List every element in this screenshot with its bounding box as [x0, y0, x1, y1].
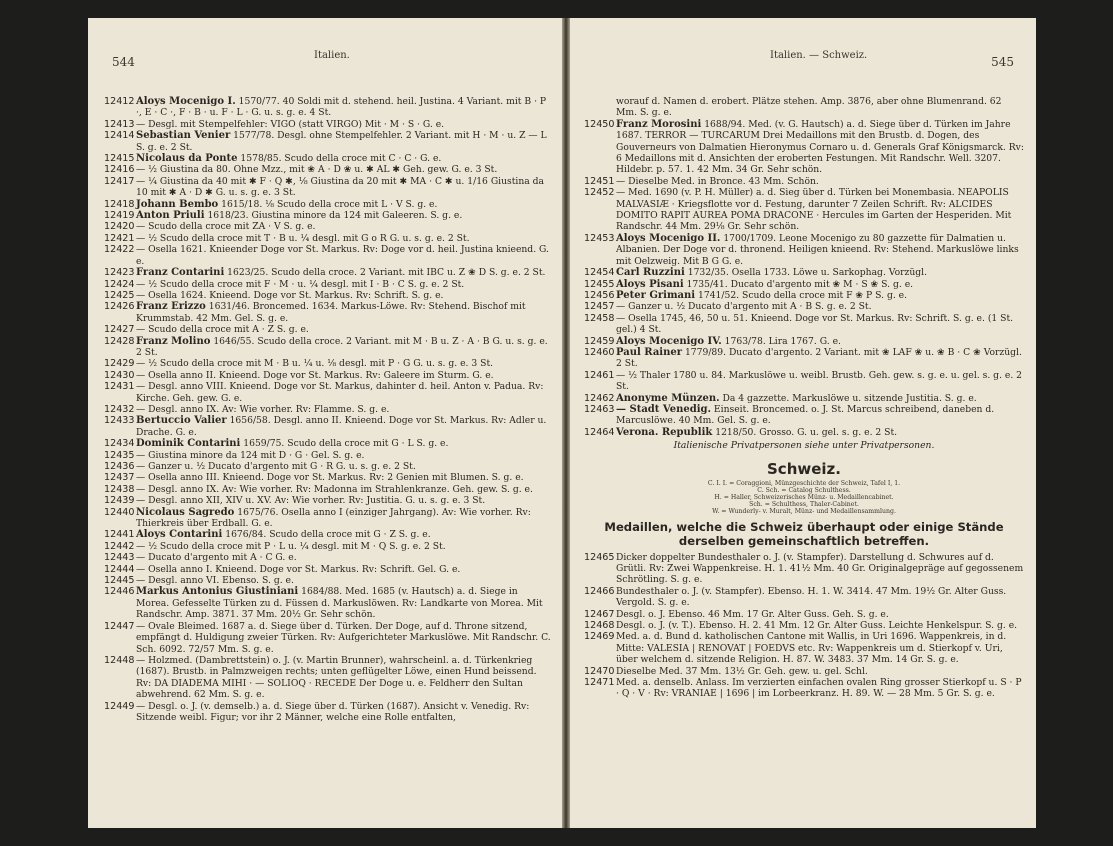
catalog-entry — [584, 290, 1024, 301]
entry-description: 1684/88. Med. 1685 (v. Hautsch) a. d. Siege in Morea. Gefesselte Türken zu d. Füssen d. Markuslöwen. Rv: Landkarte von Morea. Mit Randschr. Amp. 3871. 37 Mm. 20½ Gr. Sehr schön. — [136, 586, 543, 621]
ruler-name: Peter Grimani — [616, 289, 696, 301]
lot-number: 12418 — [104, 198, 135, 210]
catalog-entry — [104, 575, 552, 586]
entry-description: — Osella anno I. Knieend. Doge vor St. Markus. Rv: Schrift. Gel. G. e. — [136, 563, 461, 575]
entry-text — [616, 631, 1024, 665]
entry-description: 1659/75. Scudo della croce mit G · L S. g. e. — [243, 438, 449, 450]
entry-text — [616, 370, 1024, 393]
entry-description: — ½ Scudo della croce mit P · L u. ¼ desgl. mit M · Q S. g. e. 2 St. — [136, 540, 446, 552]
catalog-entry — [104, 507, 552, 530]
entry-text — [136, 655, 552, 701]
catalog-entry — [584, 301, 1024, 312]
entry-description: Dicker doppelter Bundesthaler o. J. (v. Stampfer). Darstellung d. Schwures auf d. Grütli. Rv: Zwei Wappenkreise. H. 1. 41½ Mm. 40 Gr. Originalgepräge auf gegossenem Schrötling. S. g. e. — [616, 551, 1024, 586]
ruler-name: Nicolaus Sagredo — [136, 506, 235, 518]
entry-description: — ½ Scudo della croce mit M · B u. ¼ u. ⅛ desgl. mit P · G G. u. s. g. e. 3 St. — [136, 358, 494, 370]
entry-text — [136, 290, 552, 301]
ruler-name: Dominik Contarini — [136, 438, 241, 450]
catalog-entry — [584, 404, 1024, 427]
entry-description: Einseit. Broncemed. o. J. St. Marcus schreibend, daneben d. Marcuslöwe. 40 Mm. Gel. S. g. e. — [616, 403, 995, 427]
lot-number: 12455 — [584, 278, 615, 290]
entry-description: — Ducato d'argento mit A · C G. e. — [136, 552, 297, 564]
lot-number: 12450 — [584, 118, 615, 130]
entry-text — [616, 313, 1024, 336]
entry-text — [136, 495, 552, 506]
entry-description: — Osella 1621. Knieender Doge vor St. Markus. Rv: Doge vor d. heil. Justina knieend. G. e. — [136, 244, 549, 267]
catalog-entry — [584, 279, 1024, 290]
lot-number: 12467 — [584, 608, 615, 620]
catalog-entry — [104, 701, 552, 724]
entry-description: 1763/78. Lira 1767. G. e. — [724, 335, 841, 347]
entry-text — [136, 564, 552, 575]
entry-description: — Desgl. anno VIII. Knieend. Doge vor St. Markus, dahinter d. heil. Anton v. Padua. Rv: Kirche. Geh. gew. G. e. — [136, 381, 544, 404]
entry-description: Desgl. o. J. Ebenso. 46 Mm. 17 Gr. Alter Guss. Geh. S. g. e. — [616, 608, 889, 620]
lot-number: 12461 — [584, 369, 615, 381]
entry-description: 1676/84. Scudo della croce mit G · Z S. g. e. — [225, 529, 431, 541]
section-subtitle — [584, 520, 1024, 548]
entry-description: — ½ Scudo della croce mit T · B u. ¼ desgl. mit G o R G. u. s. g. e. 2 St. — [136, 232, 470, 244]
running-head: Italien. — Schweiz. — [770, 50, 868, 61]
catalog-entry — [584, 267, 1024, 278]
catalog-entry — [104, 552, 552, 563]
entry-description: Med. a. d. Bund d. katholischen Cantone mit Wallis, in Uri 1696. Wappenkreis, in d. Mitte: VALESIA | RENOVAT | FOEDVS etc. Rv: Wappenkreis um d. Stierkopf v. Uri, über welchem d. sitzende Religion. H. 87. W. 3483. 37 Mm. 14 Gr. S. g. e. — [616, 631, 1007, 666]
lot-number: 12471 — [584, 677, 615, 689]
lot-number: 12412 — [104, 96, 135, 107]
lot-number: 12422 — [104, 244, 135, 256]
entry-text — [136, 701, 552, 724]
ruler-name: Bertuccio Valier — [136, 415, 227, 427]
entry-list — [104, 96, 552, 723]
lot-number: 12462 — [584, 392, 615, 404]
entry-description: 1623/25. Scudo della croce. 2 Variant. mit IBC u. Z ❀ D S. g. e. 2 St. — [227, 267, 546, 279]
lot-number: 12469 — [584, 631, 615, 643]
entry-text — [616, 336, 1024, 347]
entry-description: 1735/41. Ducato d'argento mit ❀ M · S ❀ S. g. e. — [686, 278, 914, 290]
entry-description: Med. a. denselb. Anlass. Im verzierten einfachen ovalen Ring grosser Stierkopf u. S · P · Q · V · Rv: VRANIAE | 1696 | im Lorbeerkranz. H. 89. W. — 28 Mm. 5 Gr. S. g. e. — [616, 677, 1022, 700]
entry-description: — Giustina minore da 124 mit D · G · Gel. S. g. e. — [136, 449, 365, 461]
entry-text — [136, 210, 552, 221]
lot-number: 12424 — [104, 278, 135, 290]
lot-number: 12433 — [104, 415, 135, 427]
catalog-entry — [104, 324, 552, 335]
entry-text — [136, 324, 552, 335]
page-number: 544 — [112, 55, 135, 69]
lot-number: 12466 — [584, 585, 615, 597]
lot-number: 12442 — [104, 540, 135, 552]
entry-text — [616, 404, 1024, 427]
catalog-entry — [104, 438, 552, 449]
entry-text — [616, 279, 1024, 290]
catalog-entry — [104, 495, 552, 506]
lot-number: 12437 — [104, 472, 135, 484]
entry-description: — Desgl. anno XII, XIV u. XV. Av: Wie vorher. Rv: Justitia. G. u. s. g. e. 3 St. — [136, 495, 486, 507]
catalog-entry — [104, 119, 552, 130]
entry-text — [616, 666, 1024, 677]
catalog-entry — [104, 164, 552, 175]
catalog-entry — [104, 130, 552, 153]
entry-description: 1700/1709. Leone Mocenigo zu 80 gazzette für Dalmatien u. Albanien. Der Doge vor d. thronend. Heiligen knieend. Rv: Stehend. Markuslöwe links mit Oelzweig. Mit B G G. e. — [616, 232, 1019, 267]
entry-text — [616, 233, 1024, 267]
entry-text — [136, 96, 552, 119]
running-head: Italien. — [314, 50, 350, 61]
entry-description: — Holzmed. (Dambrettstein) o. J. (v. Martin Brunner), wahrscheinl. a. d. Türkenkrieg (1687). Brustb. in Palmzweigen rechts; unten geflügelter Löwe, einen Hund beissend. Rv: DA DIADEMA MIHI · — SOLIOQ · RECEDE Der Doge u. e. Feldherr den Sultan abwehrend. 62 Mm. S. g. e. — [136, 654, 537, 701]
lot-number: 12427 — [104, 324, 135, 336]
entry-text — [136, 404, 552, 415]
catalog-entry — [584, 552, 1024, 586]
entry-description: — ½ Giustina da 80. Ohne Mzz., mit ❀ A · D ❀ u. ✱ AL ✱ Geh. gew. G. e. 3 St. — [136, 164, 498, 176]
catalog-entry — [584, 370, 1024, 393]
lot-number: 12446 — [104, 586, 135, 598]
lot-number: 12443 — [104, 552, 135, 564]
lot-number: 12470 — [584, 665, 615, 677]
entry-text — [616, 586, 1024, 609]
catalog-entry — [104, 153, 552, 164]
entry-text — [136, 370, 552, 381]
entry-description: 1675/76. Osella anno I (einziger Jahrgang). Av: Wie vorher. Rv: Thierkreis über Erdball. G. e. — [136, 506, 531, 530]
entry-text — [136, 301, 552, 324]
entry-description: 1578/85. Scudo della croce mit C · C · G. e. — [240, 153, 442, 165]
entry-description: — Scudo della croce mit A · Z S. g. e. — [136, 324, 309, 336]
entry-description: 1618/23. Giustina minore da 124 mit Galeeren. S. g. e. — [207, 210, 463, 222]
lot-number: 12429 — [104, 358, 135, 370]
entry-text — [616, 290, 1024, 301]
entry-text — [136, 176, 552, 199]
entry-description: worauf d. Namen d. erobert. Plätze stehen. Amp. 3876, aber ohne Blumenrand. 62 Mm. S. g. e. — [616, 96, 1002, 119]
catalog-entry — [104, 529, 552, 540]
entry-text — [136, 621, 552, 655]
lot-number: 12426 — [104, 301, 135, 313]
catalog-entry — [584, 586, 1024, 609]
entry-description: — ¼ Giustina da 40 mit ✱ F · Q ✱, ⅛ Giustina da 20 mit ✱ MA · C ✱ u. 1/16 Giustina da 10 mit ✱ A · D ✱ G. u. s. g. e. 3 St. — [136, 175, 545, 199]
entry-text — [616, 347, 1024, 370]
entry-description: 1779/89. Ducato d'argento. 2 Variant. mit ❀ LAF ❀ u. ❀ B · C ❀ Vorzügl. 2 St. — [616, 346, 1022, 370]
catalog-entry — [104, 472, 552, 483]
entry-description: 1646/55. Scudo della croce. 2 Variant. mit M · B u. Z · A · B G. u. s. g. e. 2 St. — [136, 335, 548, 358]
lot-number: 12454 — [584, 267, 615, 279]
entry-description: 1577/78. Desgl. ohne Stempelfehler. 2 Variant. mit H · M · u. Z — L S. g. e. 2 St. — [136, 130, 547, 153]
ruler-name: Franz Morosini — [616, 118, 702, 130]
entry-description: 1631/46. Broncemed. 1634. Markus-Löwe. Rv: Stehend. Bischof mit Krummstab. 42 Mm. Gel. S. g. e. — [136, 301, 526, 324]
entry-description: — Desgl. anno IX. Av: Wie vorher. Rv: Madonna im Strahlenkranze. Geh. gew. S. g. e. — [136, 483, 533, 495]
ruler-name: Franz Contarini — [136, 267, 225, 279]
catalog-entry — [584, 96, 1024, 119]
entry-description: — Osella anno II. Knieend. Doge vor St. Markus. Rv: Galeere im Sturm. G. e. — [136, 369, 494, 381]
entry-text — [136, 233, 552, 244]
subtitle-line: Medaillen, welche die Schweiz überhaupt oder einige Stände — [604, 519, 1004, 534]
entry-text — [136, 130, 552, 153]
catalog-entry — [104, 290, 552, 301]
page-number: 545 — [991, 55, 1014, 69]
entry-description: — Desgl. anno IX. Av: Wie vorher. Rv: Flamme. S. g. e. — [136, 403, 390, 415]
lot-number: 12447 — [104, 620, 135, 632]
ruler-name: Franz Erizzo — [136, 301, 206, 313]
lot-number: 12460 — [584, 346, 615, 358]
lot-number: 12428 — [104, 335, 135, 347]
lot-number: 12414 — [104, 130, 135, 142]
entry-description: — Scudo della croce mit ZA · V S. g. e. — [136, 221, 316, 233]
lot-number: 12440 — [104, 506, 135, 518]
entry-text — [616, 620, 1024, 631]
ruler-name: Franz Molino — [136, 335, 211, 347]
entry-description: — Osella anno III. Knieend. Doge vor St. Markus. Rv: 2 Genien mit Blumen. S. g. e. — [136, 472, 524, 484]
entry-text — [136, 119, 552, 130]
entry-text — [136, 244, 552, 267]
catalog-entry — [104, 279, 552, 290]
catalog-entry — [104, 564, 552, 575]
abbreviation-line: H. = Haller, Schweizerisches Münz- u. Medaillencabinet. — [714, 494, 894, 501]
catalog-entry — [104, 415, 552, 438]
subtitle-line: derselben gemeinschaftlich betreffen. — [678, 533, 930, 548]
catalog-entry — [584, 666, 1024, 677]
lot-number: 12463 — [584, 403, 615, 415]
entry-text — [136, 415, 552, 438]
lot-number: 12435 — [104, 449, 135, 461]
entry-text — [616, 301, 1024, 312]
lot-number: 12445 — [104, 575, 135, 587]
lot-number: 12436 — [104, 461, 135, 472]
entry-text — [136, 507, 552, 530]
entry-description: 1688/94. Med. (v. G. Hautsch) a. d. Siege über d. Türken im Jahre 1687. TERROR — TURCARUM Drei Medaillons mit den Brustb. d. Dogen, des Gouverneurs von Dalmatien Hieronymus Cornaro u. d. Generals Graf Königsmarck. Rv: 6 Medaillons mit d. Ansichten der eroberten Festungen. Mit Randschr. Well. 3207. Hildebr. p. 57. 1. 42 Mm. 34 Gr. Sehr schön. — [616, 118, 1024, 176]
entry-text — [616, 267, 1024, 278]
catalog-entry — [104, 336, 552, 359]
lot-number: 12415 — [104, 153, 135, 165]
book-gutter — [562, 18, 570, 828]
catalog-entry — [104, 450, 552, 461]
entry-text — [136, 586, 552, 620]
entry-text — [616, 96, 1024, 119]
entry-text — [136, 336, 552, 359]
catalog-entry — [104, 96, 552, 119]
ruler-name: Paul Rainer — [616, 346, 683, 358]
abbreviation-line: C. I. I. = Coraggioni, Münzgeschichte der Schweiz, Tafel I, 1. — [707, 479, 901, 487]
lot-number: 12451 — [584, 175, 615, 187]
entry-text — [136, 199, 552, 210]
entry-text — [616, 552, 1024, 586]
right-page — [570, 18, 1036, 828]
lot-number: 12439 — [104, 495, 135, 507]
entry-text — [616, 187, 1024, 233]
catalog-entry — [104, 655, 552, 701]
entry-text — [136, 461, 552, 472]
lot-number — [584, 96, 616, 119]
entry-text — [136, 164, 552, 175]
entry-text — [136, 153, 552, 164]
lot-number: 12419 — [104, 210, 135, 222]
entry-description: 1656/58. Desgl. anno II. Knieend. Doge vor St. Markus. Rv: Adler u. Drache. G. e. — [136, 415, 547, 438]
entry-text — [136, 552, 552, 563]
catalog-entry — [104, 370, 552, 381]
catalog-entry — [584, 233, 1024, 267]
entry-description: 1741/52. Scudo della croce mit F ❀ P S. g. e. — [698, 289, 908, 301]
catalog-entry — [584, 620, 1024, 631]
section-title: Schweiz. — [767, 459, 841, 478]
entry-description: Da 4 gazzette. Markuslöwe u. sitzende Justitia. S. g. e. — [722, 392, 977, 404]
entry-text — [136, 575, 552, 586]
entry-text — [616, 609, 1024, 620]
entry-list — [584, 552, 1024, 700]
lot-number: 12459 — [584, 335, 615, 347]
catalog-entry — [104, 586, 552, 620]
lot-number: 12432 — [104, 403, 135, 415]
entry-description: — Med. 1690 (v. P. H. Müller) a. d. Sieg über d. Türken bei Monembasia. NEAPOLIS MALVASIÆ · Kriegsflotte vor d. Festung, darunter 7 Zeilen Schrift. Rv: ALCIDES DOMITO RAPIT AUREA POMA DRACONE · Hercules im Garten der Hesperiden. Mit Randschr. 44 Mm. 29⅛ Gr. Sehr schön. — [616, 187, 1012, 233]
entry-description: — Dieselbe Med. in Bronce. 43 Mm. Schön. — [616, 175, 819, 187]
ruler-name: Aloys Pisani — [616, 278, 684, 290]
catalog-entry — [104, 404, 552, 415]
catalog-entry — [104, 221, 552, 232]
lot-number: 12420 — [104, 221, 135, 233]
ruler-name: Johann Bembo — [136, 198, 219, 210]
entry-description: 1615/18. ⅛ Scudo della croce mit L · V S. g. e. — [221, 198, 438, 210]
lot-number: 12438 — [104, 483, 135, 495]
entry-text — [136, 484, 552, 495]
catalog-entry — [104, 484, 552, 495]
left-page — [88, 18, 562, 828]
abbreviation-list — [584, 480, 1024, 516]
lot-number: 12430 — [104, 369, 135, 381]
ruler-name: Markus Antonius Giustiniani — [136, 586, 299, 598]
catalog-entry — [584, 119, 1024, 176]
ruler-name: Verona. Republik — [616, 426, 713, 438]
catalog-entry — [104, 244, 552, 267]
lot-number: 12423 — [104, 267, 135, 279]
catalog-entry — [104, 541, 552, 552]
entry-text — [136, 381, 552, 404]
entry-description: — Desgl. mit Stempelfehler: VIGO (statt VIRGO) Mit · M · S · G. e. — [136, 118, 445, 130]
catalog-entry — [104, 176, 552, 199]
ruler-name: Carl Ruzzini — [616, 267, 685, 279]
entry-description: — ½ Scudo della croce mit F · M · u. ¼ desgl. mit I · B · C S. g. e. 2 St. — [136, 278, 465, 290]
entry-description: 1570/77. 40 Soldi mit d. stehend. heil. Justina. 4 Variant. mit B · P ·, E · C ·, F · B · u. F · L · G. u. s. g. e. 4 St. — [136, 96, 547, 119]
ruler-name: Anonyme Münzen. — [616, 392, 720, 404]
lot-number: 12421 — [104, 232, 135, 244]
lot-number: 12448 — [104, 654, 135, 666]
entry-text — [616, 427, 1024, 438]
entry-text — [616, 677, 1024, 700]
catalog-entry — [584, 187, 1024, 233]
catalog-entry — [584, 609, 1024, 620]
ruler-name: Aloys Mocenigo II. — [616, 232, 721, 244]
entry-description: 1732/35. Osella 1733. Löwe u. Sarkophag. Vorzügl. — [687, 267, 927, 279]
catalog-entry — [584, 336, 1024, 347]
abbreviation-line: W. = Wunderly- v. Muralt, Münz- und Medaillensammlung. — [712, 508, 896, 516]
lot-number: 12468 — [584, 620, 615, 632]
catalog-entry — [584, 176, 1024, 187]
lot-number: 12456 — [584, 289, 615, 301]
entry-description: — Osella 1624. Knieend. Doge vor St. Markus. Rv: Schrift. S. g. e. — [136, 289, 444, 301]
catalog-entry — [584, 313, 1024, 336]
entry-text — [136, 221, 552, 232]
entry-text — [136, 438, 552, 449]
entry-description: — ½ Thaler 1780 u. 84. Markuslöwe u. weibl. Brustb. Geh. gew. s. g. e. u. gel. s. g. e. 2 St. — [616, 369, 1023, 393]
catalog-entry — [104, 301, 552, 324]
lot-number: 12449 — [104, 700, 135, 712]
catalog-entry — [104, 358, 552, 369]
entry-text — [136, 472, 552, 483]
lot-number: 12416 — [104, 164, 135, 176]
lot-number: 12431 — [104, 381, 135, 393]
lot-number: 12458 — [584, 312, 615, 324]
entry-list — [584, 96, 1024, 438]
entry-description: Bundesthaler o. J. (v. Stampfer). Ebenso. H. 1. W. 3414. 47 Mm. 19½ Gr. Alter Guss. Vergold. S. g. e. — [616, 585, 1007, 609]
lot-number: 12434 — [104, 438, 135, 450]
entry-description: Desgl. o. J. (v. T.). Ebenso. H. 2. 41 Mm. 12 Gr. Alter Guss. Leichte Henkelspur. S. g. e. — [616, 620, 1018, 632]
catalog-entry — [584, 677, 1024, 700]
ruler-name: Anton Priuli — [136, 210, 205, 222]
entry-text — [136, 450, 552, 461]
catalog-entry — [104, 199, 552, 210]
entry-text — [616, 119, 1024, 176]
lot-number: 12453 — [584, 232, 615, 244]
catalog-entry — [584, 427, 1024, 438]
entry-text — [616, 176, 1024, 187]
entry-description: 1218/50. Grosso. G. u. gel. s. g. e. 2 St. — [715, 426, 898, 438]
entry-text — [136, 279, 552, 290]
entry-text — [136, 267, 552, 278]
ruler-name: Aloys Mocenigo IV. — [616, 335, 722, 347]
catalog-entry — [584, 347, 1024, 370]
lot-number: 12425 — [104, 289, 135, 301]
lot-number: 12441 — [104, 529, 135, 541]
entry-description: — Desgl. anno VI. Ebenso. S. g. e. — [136, 575, 294, 587]
lot-number: 12457 — [584, 301, 615, 313]
entry-text — [136, 358, 552, 369]
catalog-entry — [584, 631, 1024, 665]
catalog-entry — [104, 210, 552, 221]
ruler-name: Aloys Contarini — [136, 529, 223, 541]
ruler-name: Sebastian Venier — [136, 130, 231, 142]
abbreviation-line: C. Sch. = Catalog Schulthess. — [757, 486, 851, 494]
lot-number: 12413 — [104, 118, 135, 130]
entry-description: Dieselbe Med. 37 Mm. 13½ Gr. Geh. gew. u. gel. Schl. — [616, 665, 868, 677]
ruler-name: Nicolaus da Ponte — [136, 153, 238, 165]
catalog-entry — [104, 381, 552, 404]
cross-reference-note: Italienische Privatpersonen siehe unter Privatpersonen. — [673, 440, 935, 452]
entry-description: — Desgl. o. J. (v. demselb.) a. d. Siege über d. Türken (1687). Ansicht v. Venedig. Rv: Sitzende weibl. Figur; vor ihr 2 Männer, welche eine Rolle entfalten, — [136, 700, 530, 723]
entry-description: — Osella 1745, 46, 50 u. 51. Knieend. Doge vor St. Markus. Rv: Schrift. S. g. e. (1 St. gel.) 4 St. — [616, 312, 1014, 336]
lot-number: 12464 — [584, 426, 615, 438]
catalog-entry — [104, 461, 552, 472]
abbreviation-line: Sch. = Schulthess, Thaler-Cabinet. — [749, 501, 859, 509]
ruler-name: Aloys Mocenigo I. — [136, 96, 236, 107]
catalog-entry — [104, 621, 552, 655]
lot-number: 12417 — [104, 175, 135, 187]
entry-text — [136, 529, 552, 540]
ruler-name: — Stadt Venedig. — [616, 403, 711, 415]
catalog-entry — [584, 393, 1024, 404]
lot-number: 12465 — [584, 551, 615, 563]
catalog-entry — [104, 233, 552, 244]
entry-text — [616, 393, 1024, 404]
lot-number: 12444 — [104, 563, 135, 575]
entry-text — [136, 541, 552, 552]
catalog-entry — [104, 267, 552, 278]
entry-description: — Ganzer u. ½ Ducato d'argento mit A · B S. g. e. 2 St. — [616, 301, 872, 313]
lot-number: 12452 — [584, 187, 615, 199]
entry-description: — Ovale Bleimed. 1687 a. d. Siege über d. Türken. Der Doge, auf d. Throne sitzend, empfängt d. Huldigung zweier Türken. Rv: Aufgerichteter Markuslöwe. Mit Randschr. C. Sch. 6092. 72/57 Mm. S. g. e. — [136, 620, 551, 655]
entry-description: — Ganzer u. ½ Ducato d'argento mit G · R G. u. s. g. e. 2 St. — [136, 461, 416, 472]
